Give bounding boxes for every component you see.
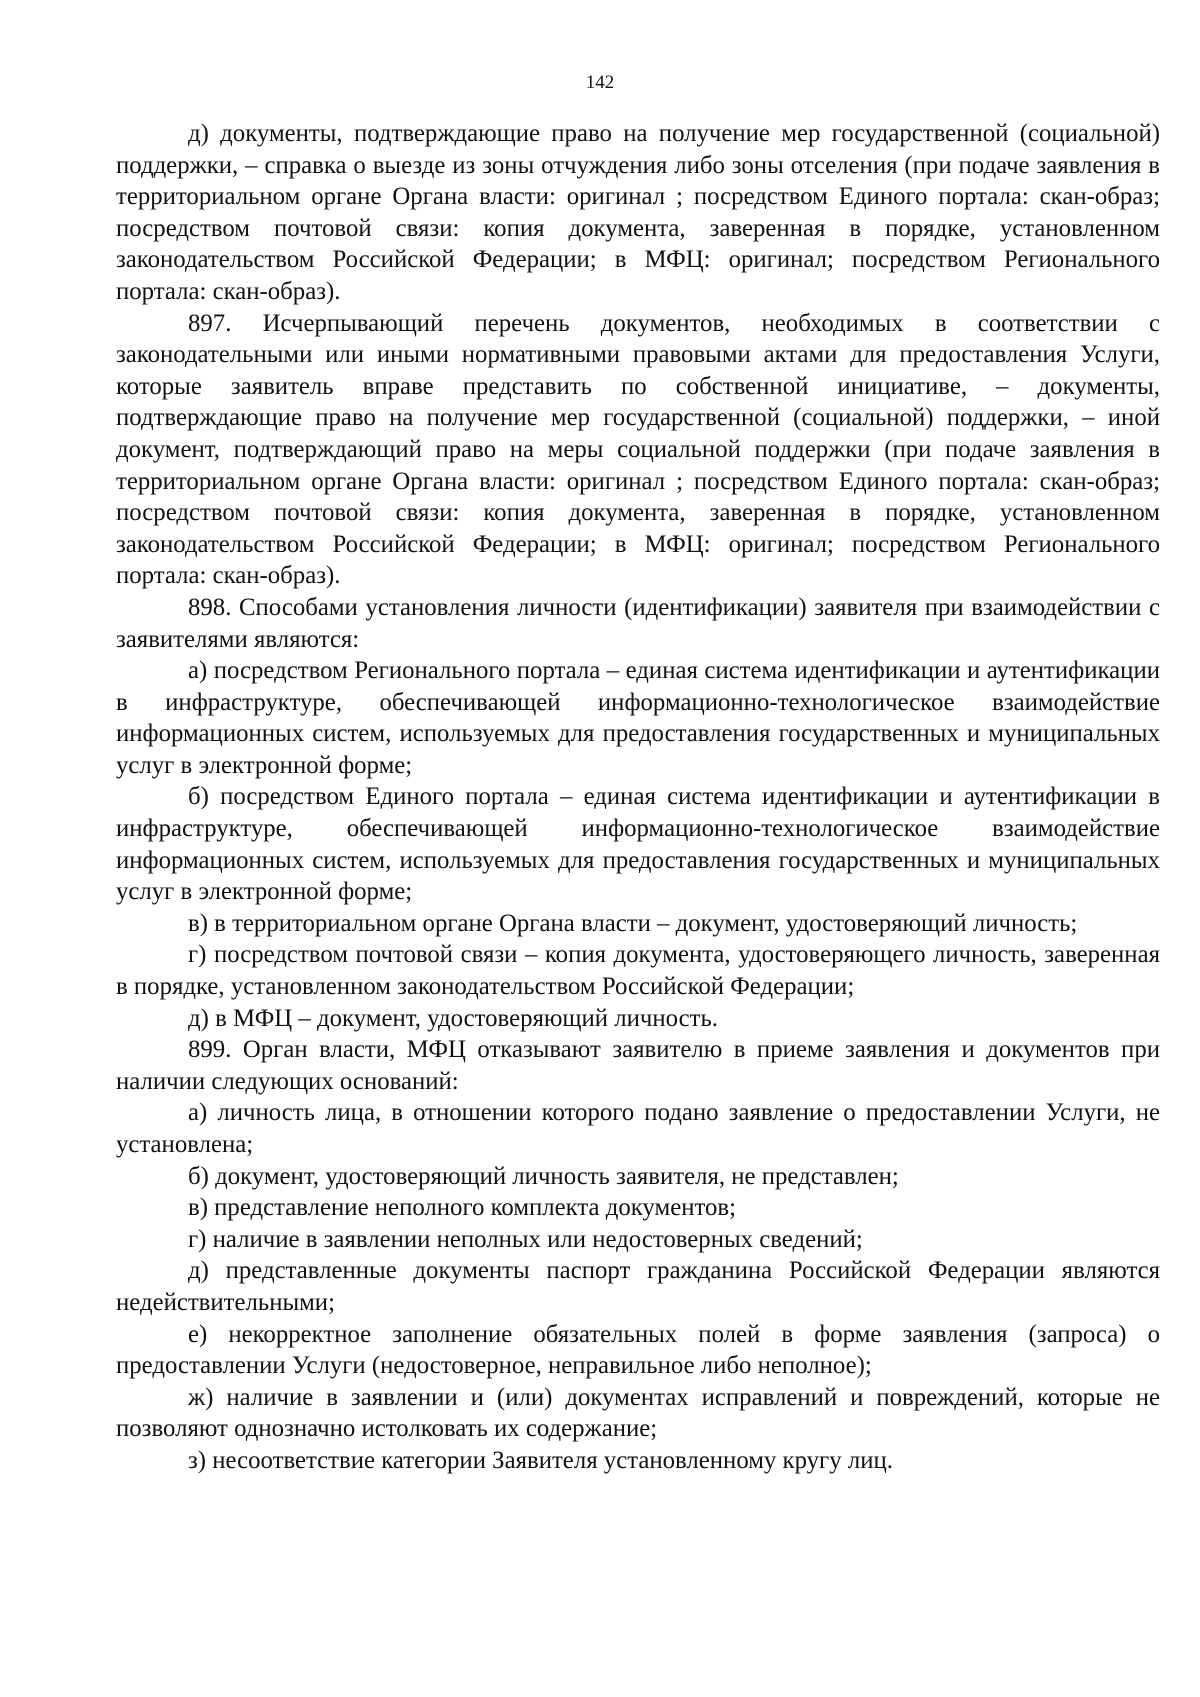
list-item-898-v: в) в территориальном органе Органа власти – документ, удостоверяющий личность; [188, 909, 1078, 937]
list-item-898-g: г) посредством почтовой связи – копия документа, удостоверяющего личность, заверенная в порядке, установленном законодательством Российской Федерации; [116, 941, 1160, 1001]
list-item-899-b: б) документ, удостоверяющий личность заявителя, не представлен; [188, 1162, 899, 1190]
paragraph-899: 899. Орган власти, МФЦ отказывают заявителю в приеме заявления и документов при наличии следующих оснований: [116, 1036, 1160, 1095]
list-item-899-zh: ж) наличие в заявлении и (или) документах исправлений и повреждений, которые не позволяют однозначно истолковать их содержание; [116, 1383, 1160, 1443]
list-item-899-a: а) личность лица, в отношении которого подано заявление о предоставлении Услуги, не установлена; [116, 1099, 1160, 1158]
list-item-899-g: г) наличие в заявлении неполных или недостоверных сведений; [188, 1225, 863, 1253]
list-item-899-v: в) представление неполного комплекта документов; [188, 1194, 736, 1222]
page-number: 142 [585, 72, 615, 93]
document-body [116, 118, 1160, 1477]
list-item-898-d: д) в МФЦ – документ, удостоверяющий личность. [188, 1004, 718, 1032]
list-item-898-a: а) посредством Регионального портала – единая система идентификации и аутентификации в инфраструктуре, обеспечивающей информационно-технологическое взаимодействие информационных систем, используемых для предоставления государственных и муниципальных услуг в электронной форме; [116, 657, 1160, 779]
paragraph-898: 898. Способами установления личности (идентификации) заявителя при взаимодействии с заявителями являются: [116, 593, 1160, 653]
list-item-899-z: з) несоответствие категории Заявителя установленному кругу лиц. [188, 1446, 893, 1474]
list-item-898-b: б) посредством Единого портала – единая система идентификации и аутентификации в инфраструктуре, обеспечивающей информационно-технологическое взаимодействие информационных систем, используемых для предоставления государственных и муниципальных услуг в электронной форме; [116, 783, 1160, 906]
list-item-899-e: е) некорректное заполнение обязательных полей в форме заявления (запроса) о предоставлении Услуги (недостоверное, неправильное либо неполное); [116, 1320, 1160, 1380]
list-item-899-d: д) представленные документы паспорт гражданина Российской Федерации являются недействительными; [116, 1257, 1160, 1316]
paragraph-d-supporting-documents: д) документы, подтверждающие право на получение мер государственной (социальной) поддержки, – справка о выезде из зоны отчуждения либо зоны отселения (при подаче заявления в территориальном органе Органа власти: оригинал ; посредством Единого портала: скан-образ; посредством почтовой связи: копия документа, заверенная в порядке, установленном законодательством Российской Федерации; в МФЦ: оригинал; посредством Регионального портала: скан-образ). [116, 120, 1160, 305]
paragraph-897: 897. Исчерпывающий перечень документов, необходимых в соответствии с законодательными или иными нормативными правовыми актами для предоставления Услуги, которые заявитель вправе представить по собственной инициативе, – документы, подтверждающие право на получение мер государственной (социальной) поддержки, – иной документ, подтверждающий право на меры социальной поддержки (при подаче заявления в территориальном органе Органа власти: оригинал ; посредством Единого портала: скан-образ; посредством почтовой связи: копия документа, заверенная в порядке, установленном законодательством Российской Федерации; в МФЦ: оригинал; посредством Регионального портала: скан-образ). [116, 309, 1160, 590]
